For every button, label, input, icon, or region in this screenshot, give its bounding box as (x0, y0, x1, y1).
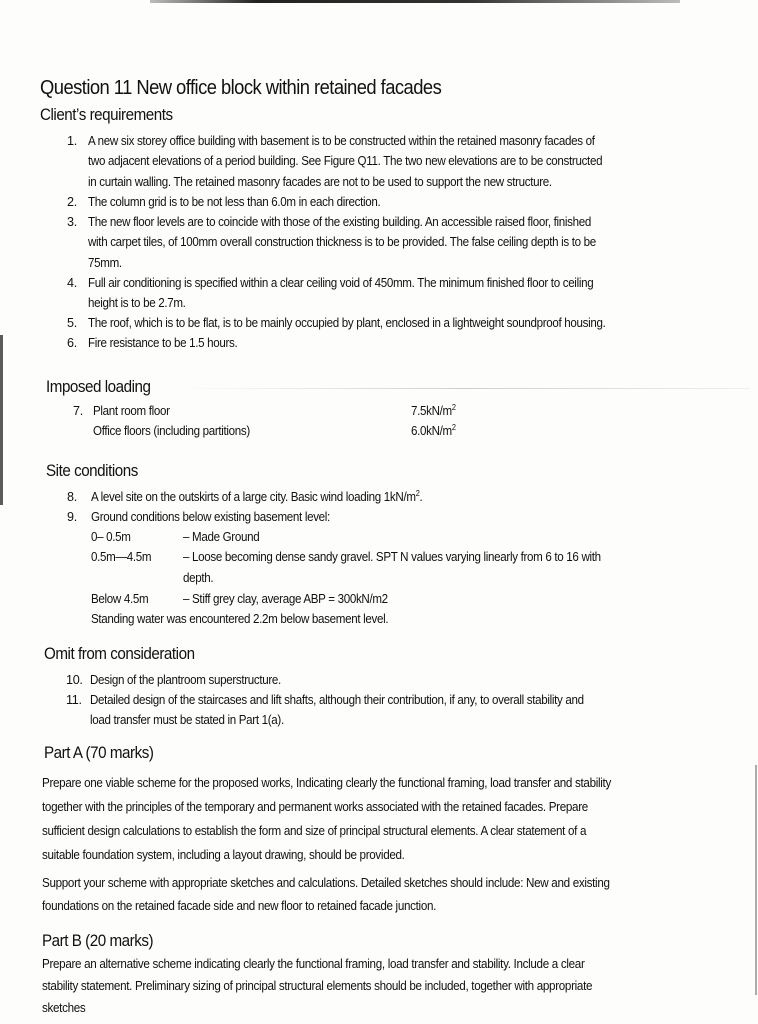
paragraph-line: Prepare one viable scheme for the proposed works, Indicating clearly the functional framing, load transfer and stability (42, 775, 611, 790)
list-number: 8. (67, 490, 77, 504)
paragraph-line: stability statement. Preliminary sizing of principal structural elements should be included, together with appropriate (42, 978, 593, 993)
water-note: Standing water was encountered 2.2m below basement level. (91, 612, 389, 626)
page-title: Question 11 New office block within retained facades (40, 77, 442, 99)
paragraph-line: Prepare an alternative scheme indicating clearly the functional framing, load transfer and stability. Include a clear (42, 956, 585, 971)
list-text-line: with carpet tiles, of 100mm overall construction thickness is to be provided. The false ceiling depth is to be (88, 235, 596, 249)
loading-label: Office floors (including partitions) (93, 424, 250, 438)
list-text-line: load transfer must be stated in Part 1(a). (90, 713, 284, 727)
list-number: 7. (73, 404, 83, 418)
list-text-line: Detailed design of the staircases and lift shafts, although their contribution, if any, to overall stability and (90, 693, 584, 707)
paragraph-line: Support your scheme with appropriate sketches and calculations. Detailed sketches should include: New and existing (42, 875, 610, 890)
list-number: 1. (67, 134, 77, 148)
section-heading-part-a: Part A (70 marks) (44, 744, 154, 762)
section-heading-imposed-loading: Imposed loading (46, 378, 151, 396)
list-text-line: Fire resistance to be 1.5 hours. (88, 336, 238, 350)
list-number: 4. (67, 276, 77, 290)
list-text-line: two adjacent elevations of a period building. See Figure Q11. The two new elevations are to be constructed (88, 154, 603, 168)
stratum-description: – Loose becoming dense sandy gravel. SPT N values varying linearly from 6 to 16 with (183, 550, 601, 564)
section-heading-omit: Omit from consideration (44, 645, 195, 663)
list-text-line: Full air conditioning is specified within a clear ceiling void of 450mm. The minimum finished floor to ceiling (88, 276, 594, 290)
stratum-description: – Stiff grey clay, average ABP = 300kN/m2 (183, 592, 388, 606)
list-text-line: A level site on the outskirts of a large city. Basic wind loading $1kN/m^2$. (91, 488, 423, 504)
stratum-depth: 0.5m—4.5m (91, 550, 152, 564)
list-number: 11. (66, 693, 82, 707)
stratum-depth: Below 4.5m (91, 592, 149, 606)
list-number: 6. (67, 336, 77, 350)
scan-smudge (180, 388, 750, 389)
list-text-line: A new six storey office building with basement is to be constructed within the retained masonry facades of (88, 134, 595, 148)
section-heading-client-requirements: Client’s requirements (40, 106, 173, 124)
list-text-line: in curtain walling. The retained masonry facades are not to be used to support the new structure. (88, 175, 552, 189)
stratum-description: – Made Ground (183, 530, 260, 544)
list-text-line: Design of the plantroom superstructure. (90, 673, 281, 687)
paragraph-line: foundations on the retained facade side and new floor to retained facade junction. (42, 898, 437, 913)
loading-value: $6.0kN/m^2$ (411, 422, 456, 438)
list-text-line: height is to be 2.7m. (88, 296, 186, 310)
list-number: 2. (67, 195, 77, 209)
list-text-line: The column grid is to be not less than 6.0m in each direction. (88, 195, 381, 209)
list-text-line: Ground conditions below existing basement level: (91, 510, 330, 524)
list-text-line: The roof, which is to be flat, is to be mainly occupied by plant, enclosed in a lightweight soundproof housing. (88, 316, 606, 330)
paragraph-line: sufficient design calculations to establish the form and size of principal structural elements. A clear statement of a (42, 823, 587, 838)
loading-label: Plant room floor (93, 404, 170, 418)
loading-value: $7.5kN/m^2$ (411, 402, 456, 418)
list-number: 9. (67, 510, 77, 524)
list-number: 10. (66, 673, 83, 687)
list-number: 3. (67, 215, 77, 229)
paragraph-line: sketches (42, 1000, 86, 1015)
stratum-description-continuation: depth. (183, 571, 214, 585)
paragraph-line: together with the principles of the temporary and permanent works associated with the retained facades. Prepare (42, 799, 588, 814)
list-text-line: The new floor levels are to coincide with those of the existing building. An accessible raised floor, finished (88, 215, 592, 229)
list-text-line: 75mm. (88, 256, 122, 270)
stratum-depth: 0– 0.5m (91, 530, 131, 544)
section-heading-site-conditions: Site conditions (46, 462, 138, 480)
section-heading-part-b: Part B (20 marks) (42, 932, 154, 950)
paragraph-line: suitable foundation system, including a layout drawing, should be provided. (42, 847, 405, 862)
list-number: 5. (67, 316, 77, 330)
